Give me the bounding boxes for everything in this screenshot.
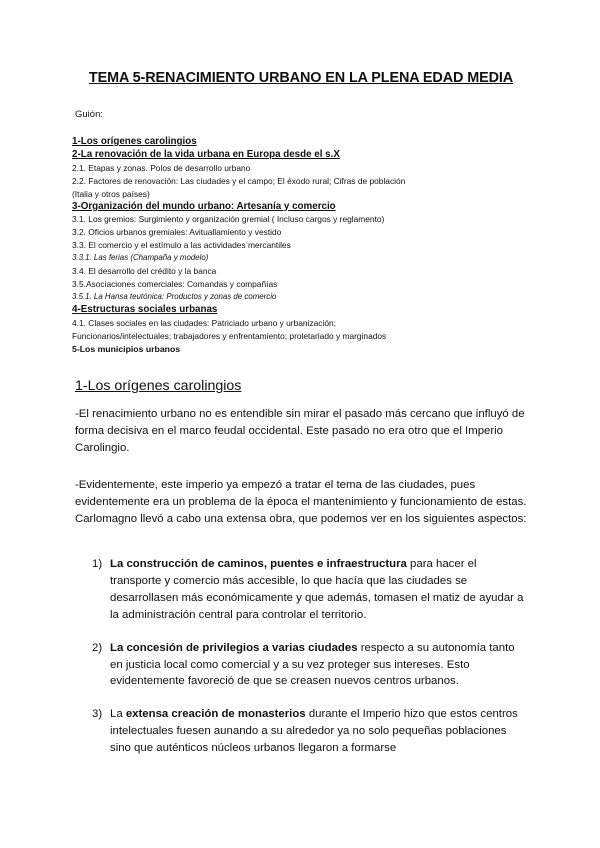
toc-line: 4-Estructuras sociales urbanas [72, 303, 218, 315]
toc-line: 3.3. El comercio y el estímulo a las actividades mercantiles [72, 240, 291, 251]
toc-line: 3-Organización del mundo urbano: Artesanía y comercio [72, 200, 336, 212]
table-of-contents [72, 136, 530, 355]
toc-line: 4.1. Clases sociales en las ciudades: Patriciado urbano y urbanización; [72, 317, 336, 328]
point-text-bold: extensa creación de monasterios [125, 708, 306, 721]
document-title: TEMA 5-RENACIMIENTO URBANO EN LA PLENA EDAD MEDIA [88, 70, 514, 86]
guion-label: Guión: [75, 109, 103, 120]
list-number: 2) [92, 641, 103, 654]
point-text-bold: La concesión de privilegios a varias ciudades [110, 641, 358, 654]
toc-line: 1-Los orígenes carolingios [72, 136, 197, 147]
toc-line: Funcionarios/intelectuales; trabajadores y enfrentamiento; proletariado y marginados [72, 330, 387, 341]
list-item [92, 556, 530, 624]
toc-line: 3.4. El desarrollo del crédito y la banca [72, 266, 217, 277]
point-text-post: para hacer el transporte y comercio más accesible, lo que hacía que las ciudades se desarrollasen más económicamente y que además, tomasen el matiz de ayudar a la administración central para controlar el territorio. [110, 558, 524, 621]
paragraph: -Evidentemente, este imperio ya empezó a tratar el tema de las ciudades, pues evidentemente era un problema de la época el mantenimiento y funcionamiento de estas. Carlomagno llevó a cabo una extensa obra, que podemos ver en los siguientes aspectos: [75, 479, 527, 526]
toc-line: 3.2. Oficios urbanos gremiales: Avituallamiento y vestido [72, 227, 282, 238]
toc-line: 3.5.1. La Hansa teutónica: Productos y zonas de comercio [72, 291, 277, 301]
toc-line: 3.5.Asociaciones comerciales: Comandas y compañías [72, 278, 278, 289]
numbered-list [92, 556, 530, 773]
section-heading: 1-Los orígenes carolingios [75, 378, 242, 394]
list-item [92, 640, 530, 691]
toc-line: 2.2. Factores de renovación: Las ciudades y el campo; El éxodo rural; Cifras de población [72, 175, 406, 186]
toc-line: 2-La renovación de la vida urbana en Europa desde el s.X [72, 148, 340, 160]
toc-line: 3.3.1. Las ferias (Champaña y modelo) [72, 253, 209, 263]
list-item [92, 706, 530, 757]
point-text-post: respecto a su autonomía tanto en justicia local como comercial y a su vez proteger sus intereses. Esto evidentemente favoreció de que se creasen nuevos centros urbanos. [110, 641, 515, 688]
toc-line: 3.1. Los gremios: Surgimiento y organización gremial ( Incluso cargos y reglamento) [72, 214, 385, 225]
point-text-pre: La [110, 708, 126, 721]
paragraph: -El renacimiento urbano no es entendible sin mirar el pasado más cercano que influyó de forma decisiva en el marco feudal occidental. Este pasado no era otro que el Imperio Carolingio. [75, 408, 525, 455]
toc-line: (Italia y otros países) [72, 188, 150, 199]
list-number: 3) [92, 708, 103, 721]
point-text-bold: La construcción de caminos, puentes e infraestructura [110, 558, 407, 570]
toc-line: 2.1. Etapas y zonas. Polos de desarrollo urbano [72, 162, 251, 173]
point-text-post: durante el Imperio hizo que estos centros intelectuales fuesen aunando a su alrededor ya no solo pequeñas poblaciones sino que auténticos núcleos urbanos llegaron a formarse [110, 708, 518, 755]
toc-line: 5-Los municipios urbanos [72, 343, 181, 354]
list-number: 1) [92, 558, 103, 570]
